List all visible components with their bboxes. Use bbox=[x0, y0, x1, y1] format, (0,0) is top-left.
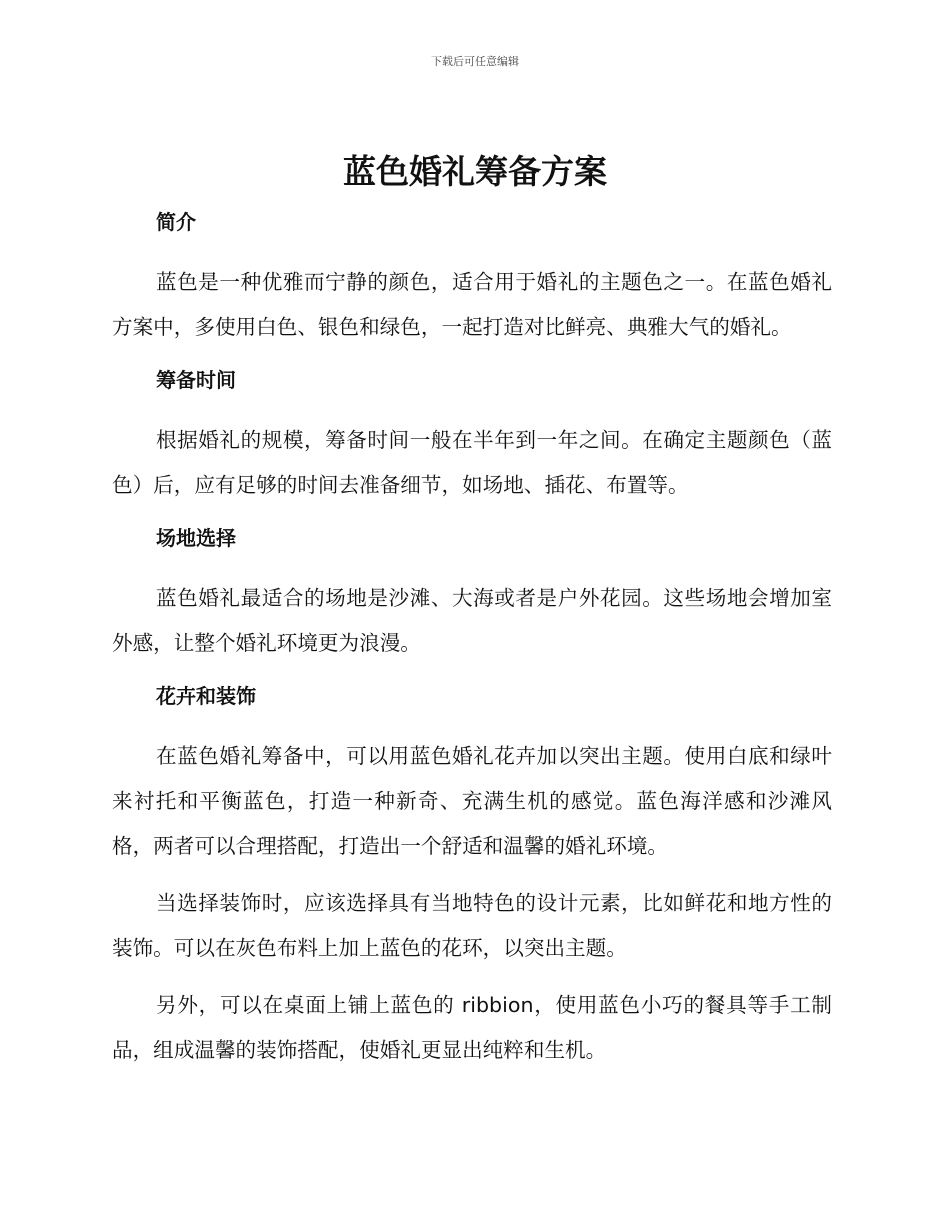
section-flowers-and-decoration bbox=[112, 678, 832, 1073]
section-heading: 花卉和装饰 bbox=[156, 684, 256, 708]
section-heading: 场地选择 bbox=[156, 526, 236, 550]
section-preparation-time bbox=[112, 362, 832, 508]
document-body bbox=[112, 204, 832, 1073]
paragraph: 在蓝色婚礼筹备中，可以用蓝色婚礼花卉加以突出主题。使用白底和绿叶来衬托和平衡蓝色，打造一种新奇、充满生机的感觉。蓝色海洋感和沙滩风格，两者可以合理搭配，打造出一个舒适和温馨的婚礼环境。 bbox=[112, 744, 832, 858]
section-heading: 筹备时间 bbox=[156, 368, 236, 392]
document-title: 蓝色婚礼筹备方案 bbox=[343, 152, 607, 191]
paragraph: 根据婚礼的规模，筹备时间一般在半年到一年之间。在确定主题颜色（蓝色）后，应有足够的时间去准备细节，如场地、插花、布置等。 bbox=[112, 428, 832, 497]
paragraph: 当选择装饰时，应该选择具有当地特色的设计元素，比如鲜花和地方性的装饰。可以在灰色布料上加上蓝色的花环，以突出主题。 bbox=[112, 891, 832, 960]
section-venue-selection bbox=[112, 520, 832, 666]
paragraph: 蓝色是一种优雅而宁静的颜色，适合用于婚礼的主题色之一。在蓝色婚礼方案中，多使用白色、银色和绿色，一起打造对比鲜亮、典雅大气的婚礼。 bbox=[112, 270, 832, 339]
section-introduction bbox=[112, 204, 832, 350]
page-header-note: 下载后可任意编辑 bbox=[431, 55, 519, 68]
paragraph: 蓝色婚礼最适合的场地是沙滩、大海或者是户外花园。这些场地会增加室外感，让整个婚礼环境更为浪漫。 bbox=[112, 586, 832, 655]
paragraph: 另外，可以在桌面上铺上蓝色的 ribbion，使用蓝色小巧的餐具等手工制品，组成温馨的装饰搭配，使婚礼更显出纯粹和生机。 bbox=[112, 993, 832, 1062]
section-heading: 简介 bbox=[156, 210, 196, 234]
